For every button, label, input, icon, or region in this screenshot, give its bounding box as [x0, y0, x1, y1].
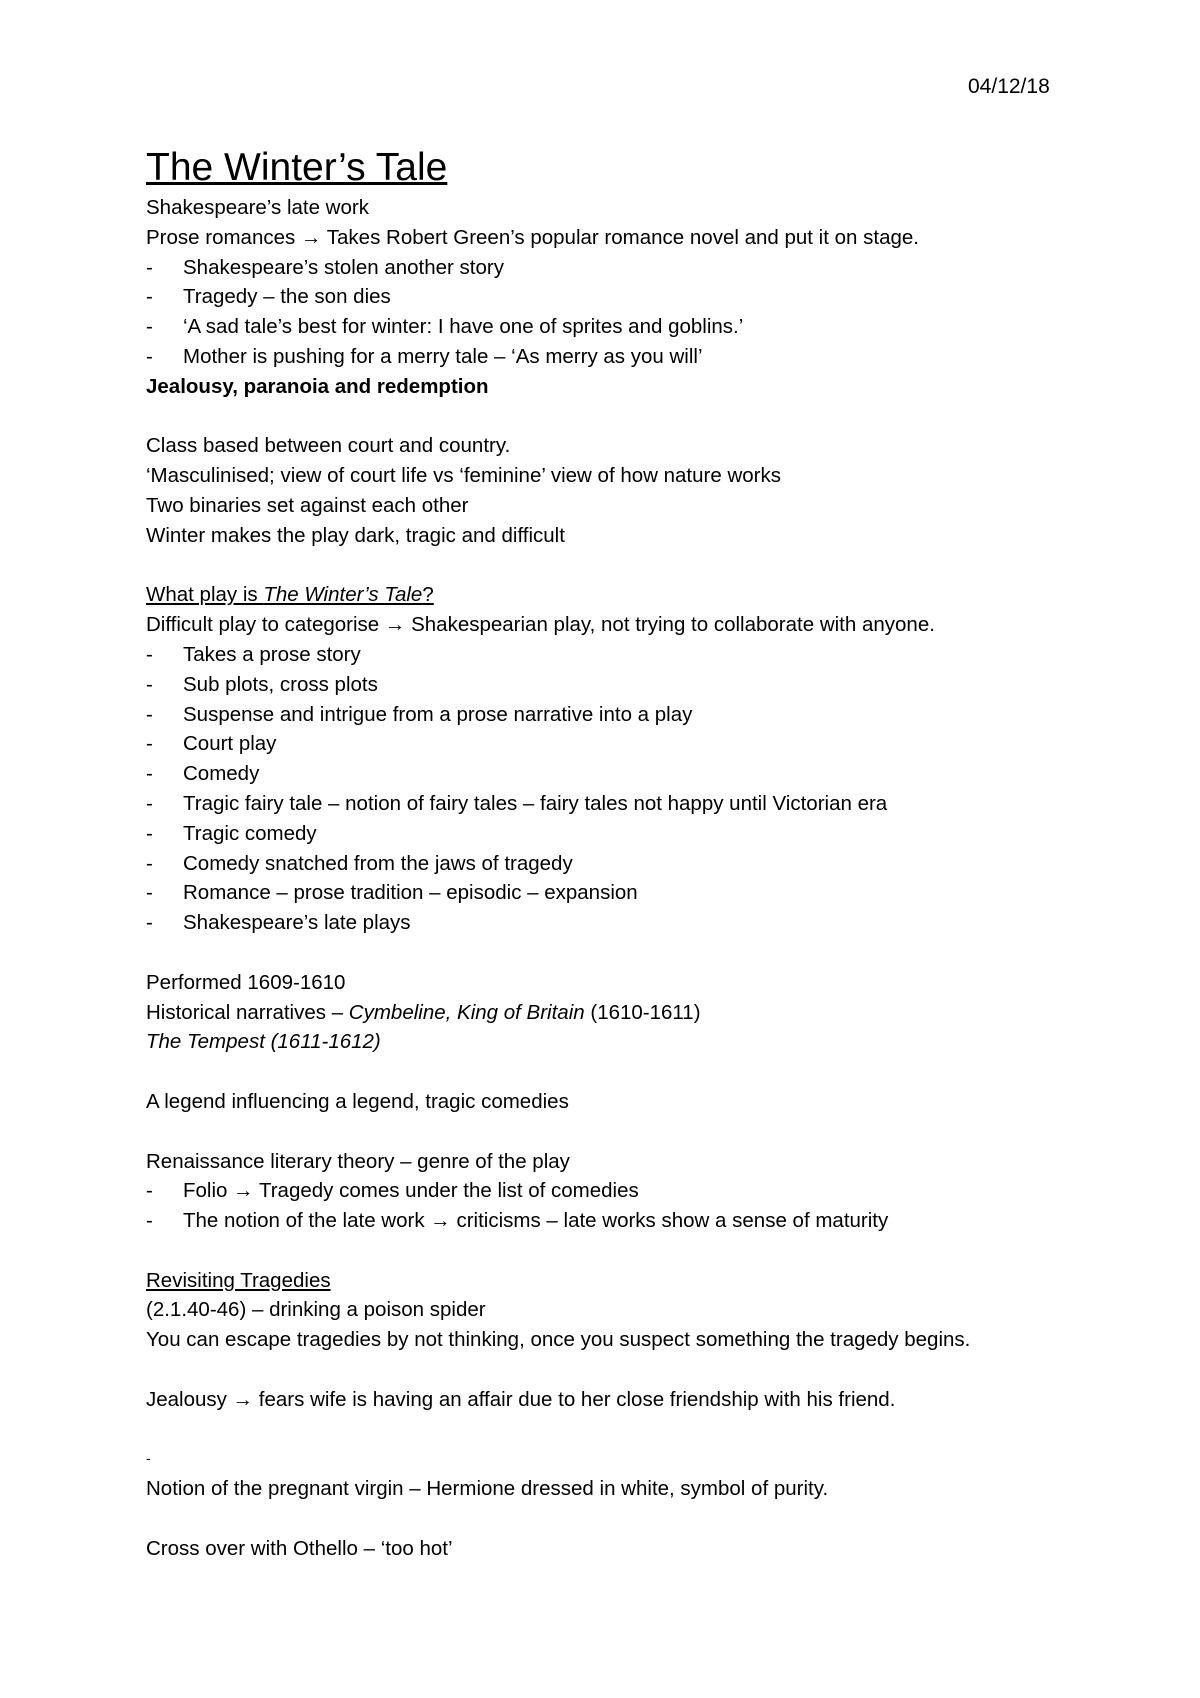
- list-item: - Tragedy – the son dies: [146, 285, 391, 309]
- class-line-2: ‘Masculinised; view of court life vs ‘feminine’ view of how nature works: [146, 464, 781, 488]
- list-item: - Tragic fairy tale – notion of fairy tales – fairy tales not happy until Victorian era: [146, 791, 888, 815]
- performed-line-1: Performed 1609-1610: [146, 970, 346, 994]
- performed-line-3: The Tempest (1611-1612): [146, 1030, 381, 1054]
- intro-line-1: Shakespeare’s late work: [146, 196, 369, 219]
- revisiting-line-2: You can escape tragedies by not thinking, once you suspect something the tragedy begins.: [146, 1328, 971, 1352]
- intro-line-2: Prose romances → Takes Robert Green’s popular romance novel and put it on stage.: [146, 225, 919, 249]
- list-item: - Sub plots, cross plots: [146, 672, 378, 696]
- themes-line: Jealousy, paranoia and redemption: [146, 374, 489, 398]
- revisiting-heading: Revisiting Tragedies: [146, 1268, 331, 1292]
- jealousy-line: Jealousy → fears wife is having an affair due to her close friendship with his friend.: [146, 1387, 896, 1411]
- what-play-line-1: Difficult play to categorise → Shakespearian play, not trying to collaborate with anyone.: [146, 613, 935, 637]
- list-item: - Tragic comedy: [146, 821, 317, 845]
- list-item: - Shakespeare’s late plays: [146, 911, 411, 935]
- performed-line-2: Historical narratives – Cymbeline, King of Britain (1610-1611): [146, 1000, 701, 1024]
- list-item: - Romance – prose tradition – episodic – expansion: [146, 881, 638, 905]
- notes-body: [146, 193, 1096, 1564]
- list-item: - Shakespeare’s stolen another story: [146, 255, 504, 279]
- list-item: - Takes a prose story: [146, 642, 361, 666]
- list-item: - Mother is pushing for a merry tale – ‘As merry as you will’: [146, 344, 703, 368]
- what-play-heading: What play is The Winter’s Tale?: [146, 583, 434, 607]
- list-item: - Comedy snatched from the jaws of tragedy: [146, 851, 573, 875]
- list-item: - Folio → Tragedy comes under the list of comedies: [146, 1179, 639, 1203]
- list-item: - The notion of the late work → criticisms – late works show a sense of maturity: [146, 1209, 889, 1233]
- othello-line: Cross over with Othello – ‘too hot’: [146, 1536, 453, 1560]
- list-item: - ‘A sad tale’s best for winter: I have one of sprites and goblins.’: [146, 315, 744, 339]
- revisiting-line-1: (2.1.40-46) – drinking a poison spider: [146, 1298, 486, 1322]
- legend-line: A legend influencing a legend, tragic comedies: [146, 1089, 569, 1113]
- pregnant-virgin-line: Notion of the pregnant virgin – Hermione dressed in white, symbol of purity.: [146, 1477, 829, 1501]
- date: 04/12/18: [968, 75, 1050, 98]
- list-item: - Court play: [146, 732, 277, 756]
- class-line-1: Class based between court and country.: [146, 434, 511, 458]
- class-line-4: Winter makes the play dark, tragic and difficult: [146, 523, 565, 547]
- page-title: The Winter’s Tale: [146, 146, 448, 189]
- list-item: - Suspense and intrigue from a prose narrative into a play: [146, 702, 693, 726]
- class-line-3: Two binaries set against each other: [146, 493, 469, 517]
- list-item: - Comedy: [146, 762, 260, 786]
- stray-dash: -: [146, 1450, 151, 1467]
- renaissance-line-1: Renaissance literary theory – genre of the play: [146, 1149, 570, 1173]
